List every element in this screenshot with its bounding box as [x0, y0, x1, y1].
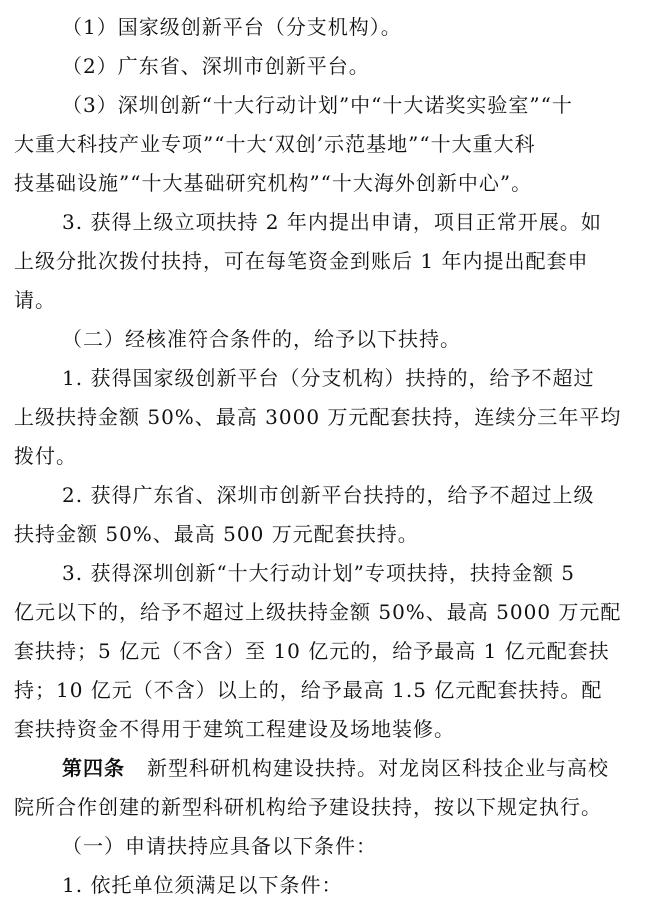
text-line: 技基础设施”“十大基础研究机构”“十大海外创新中心”。 — [14, 171, 533, 195]
text-line: 3. 获得上级立项扶持 2 年内提出申请，项目正常开展。如 — [62, 210, 602, 234]
text-line: 1. 依托单位须满足以下条件： — [62, 873, 343, 897]
text-line: （3）深圳创新“十大行动计划”中“十大诺奖实验室”“十 — [62, 93, 573, 117]
text-line: 院所合作创建的新型科研机构给予建设扶持，按以下规定执行。 — [14, 795, 602, 819]
text-line: 扶持金额 50%、最高 500 万元配套扶持。 — [14, 522, 419, 546]
text-line: 持；10 亿元（不含）以上的，给予最高 1.5 亿元配套扶持。配 — [14, 678, 603, 702]
text-line: 1. 获得国家级创新平台（分支机构）扶持的，给予不超过 — [62, 366, 595, 390]
text-line: 上级扶持金额 50%、最高 3000 万元配套扶持，连续分三年平均 — [14, 405, 622, 429]
text-line: （2）广东省、深圳市创新平台。 — [62, 54, 370, 78]
text-line: （一）申请扶持应具备以下条件： — [62, 834, 377, 858]
article-text: 新型科研机构建设扶持。对龙岗区科技企业与高校 — [147, 756, 609, 780]
text-line: 亿元以下的，给予不超过上级扶持金额 50%、最高 5000 万元配 — [14, 600, 622, 624]
text-line: 2. 获得广东省、深圳市创新平台扶持的，给予不超过上级 — [62, 483, 595, 507]
text-line: 请。 — [14, 288, 56, 312]
text-line: 拨付。 — [14, 444, 77, 468]
text-line: （二）经核准符合条件的，给予以下扶持。 — [62, 327, 461, 351]
text-line: 3. 获得深圳创新“十大行动计划”专项扶持，扶持金额 5 — [62, 561, 575, 585]
text-line: （1）国家级创新平台（分支机构）。 — [62, 15, 402, 39]
article-heading: 第四条 — [62, 756, 125, 780]
text-line: 套扶持资金不得用于建筑工程建设及场地装修。 — [14, 717, 455, 741]
text-line: 上级分批次拨付扶持，可在每笔资金到账后 1 年内提出配套申 — [14, 249, 589, 273]
text-line: 大重大科技产业专项”“十大‘双创’示范基地”“十大重大科 — [14, 132, 536, 156]
article-line — [62, 755, 609, 781]
text-line: 套扶持；5 亿元（不含）至 10 亿元的，给予最高 1 亿元配套扶 — [14, 639, 610, 663]
